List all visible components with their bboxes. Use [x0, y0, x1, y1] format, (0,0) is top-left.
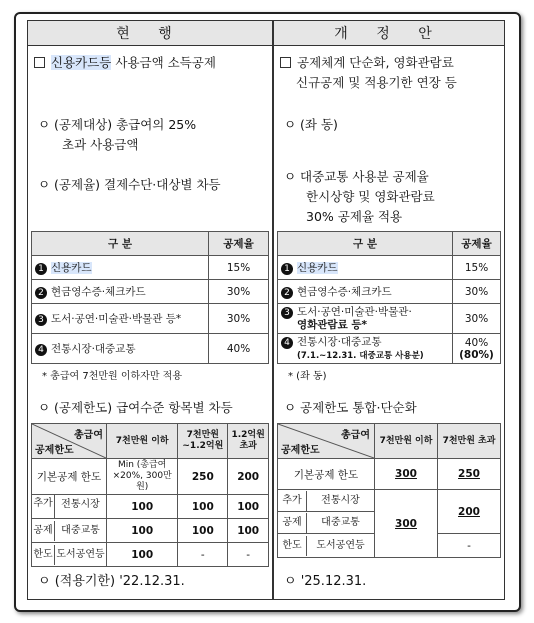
- row-rate: 15%: [453, 256, 501, 280]
- row-rate: 30%: [453, 304, 501, 334]
- revised-limit-heading: ㅇ 공제한도 통합·단순화: [284, 400, 417, 415]
- row-label: 신용카드: [297, 262, 338, 274]
- rate-line1: ㅇ 대중교통 사용분 공제율: [284, 169, 429, 184]
- extra-label: 추가: [32, 495, 55, 518]
- table-row: [32, 256, 269, 280]
- revised-rate: [284, 167, 435, 227]
- row-rate: 30%: [453, 280, 501, 304]
- table-row: [32, 495, 269, 519]
- current-note: * 총급여 7천만원 이하자만 적용: [42, 371, 182, 382]
- col-header: 7천만원 이하: [107, 424, 178, 459]
- current-column: [27, 20, 273, 600]
- current-header: 현 행: [28, 21, 272, 46]
- table-row: [32, 519, 269, 543]
- cell-value: 250: [178, 459, 228, 495]
- number-badge-icon: 3: [281, 307, 293, 319]
- table-row: [32, 304, 269, 334]
- extra-label: 한도: [32, 545, 55, 565]
- row-label: 대중교통: [321, 516, 360, 528]
- row-label: 전통시장: [61, 499, 100, 510]
- comparison-table: [27, 20, 503, 602]
- cell-value: -: [228, 543, 269, 567]
- col-header-rate: 공제율: [453, 232, 501, 256]
- row-label: 전통시장·대중교통: [51, 343, 136, 355]
- row-label: 도서·공연·미술관·박물관 등*: [51, 313, 182, 325]
- row-rate: 40%: [209, 334, 269, 364]
- corner-bottom: 공제한도: [35, 445, 74, 456]
- col-header: 1.2억원 초과: [228, 424, 269, 459]
- row-label-2: (7.1.~12.31. 대중교통 사용분): [297, 350, 424, 361]
- cell-value: 100: [178, 495, 228, 519]
- table-row: [278, 256, 501, 280]
- revised-note: * (좌 동): [288, 371, 327, 382]
- cell-value: 100: [107, 543, 178, 567]
- target-line1: ㅇ (공제대상) 총급여의 25%: [38, 117, 197, 132]
- checkbox-icon: [34, 57, 45, 68]
- table-row: [32, 459, 269, 495]
- current-target: [38, 115, 196, 155]
- number-badge-icon: 4: [281, 337, 293, 349]
- extra-label: 한도: [278, 536, 307, 556]
- cell-value: 300: [375, 490, 438, 558]
- extra-label: 공제: [32, 521, 55, 541]
- table-row: [278, 490, 501, 512]
- current-limit-heading: ㅇ (공제한도) 급여수준 항목별 차등: [38, 400, 233, 415]
- col-header-category: 구 분: [32, 232, 209, 256]
- table-row: [278, 334, 501, 364]
- number-badge-icon: 3: [35, 314, 47, 326]
- col-header: 7천만원 초과: [438, 424, 501, 459]
- cell-value: 100: [228, 519, 269, 543]
- title-rest: 사용금액 소득공제: [111, 55, 216, 70]
- row-label: 현금영수증·체크카드: [51, 286, 146, 298]
- table-row: [32, 334, 269, 364]
- cell-value: Min (총급여 ×20%, 300만원): [107, 459, 178, 495]
- cell-value: 100: [228, 495, 269, 519]
- cell-value: -: [178, 543, 228, 567]
- revised-deadline: ㅇ '25.12.31.: [284, 574, 367, 589]
- revised-title: [280, 53, 457, 93]
- col-header-category: 구 분: [278, 232, 453, 256]
- row-label: 신용카드: [51, 262, 92, 274]
- cell-value: 100: [107, 495, 178, 519]
- number-badge-icon: 2: [35, 287, 47, 299]
- target-line2: 초과 사용금액: [62, 137, 139, 152]
- table-row: [32, 543, 269, 567]
- number-badge-icon: 1: [35, 263, 47, 275]
- checkbox-icon: [280, 57, 291, 68]
- current-rate: ㅇ (공제율) 결제수단·대상별 차등: [38, 177, 221, 192]
- number-badge-icon: 4: [35, 344, 47, 356]
- current-rate-table: [31, 231, 269, 364]
- row-rate: 40%: [464, 336, 489, 349]
- extra-label: 공제: [278, 513, 307, 533]
- cell-value: -: [438, 534, 501, 558]
- col-header-rate: 공제율: [209, 232, 269, 256]
- current-deadline: ㅇ (적용기한) '22.12.31.: [38, 574, 185, 589]
- title-highlight: 신용카드등: [51, 55, 112, 70]
- revised-header: 개 정 안: [274, 21, 504, 46]
- rate-line2: 한시상향 및 영화관람료: [306, 189, 435, 204]
- cell-value: 100: [178, 519, 228, 543]
- row-rate: 30%: [209, 280, 269, 304]
- cell-value: 200: [228, 459, 269, 495]
- row-rate: 15%: [209, 256, 269, 280]
- row-label: 전통시장·대중교통: [297, 335, 382, 348]
- table-row: [278, 280, 501, 304]
- current-title: [34, 53, 216, 73]
- corner-bottom: 공제한도: [281, 445, 320, 456]
- corner-top: 총급여: [341, 430, 370, 441]
- cell-value: 100: [107, 519, 178, 543]
- diagonal-header: [32, 424, 107, 459]
- number-badge-icon: 2: [281, 287, 293, 299]
- row-label: 전통시장: [321, 494, 360, 506]
- col-header: 7천만원 이하: [375, 424, 438, 459]
- col-header: 7천만원 ~1.2억원: [178, 424, 228, 459]
- number-badge-icon: 1: [281, 263, 293, 275]
- row-label: 대중교통: [61, 524, 100, 536]
- row-label: 도서·공연·미술관·박물관·: [297, 306, 412, 318]
- diagonal-header: [278, 424, 375, 459]
- revised-column: [273, 20, 505, 600]
- current-limit-table: [31, 423, 269, 567]
- revised-limit-table: [277, 423, 501, 558]
- cell-value: 300: [375, 459, 438, 490]
- cell-value: 200: [438, 490, 501, 534]
- revised-target: ㅇ (좌 동): [284, 117, 338, 132]
- revised-rate-table: [277, 231, 501, 364]
- table-row: [32, 280, 269, 304]
- row-rate: 30%: [209, 304, 269, 334]
- basic-limit-label: 기본공제 한도: [278, 459, 375, 490]
- row-label: 도서공연등: [56, 548, 105, 560]
- title-line2: 신규공제 및 적용기한 연장 등: [296, 75, 457, 90]
- table-row: [278, 304, 501, 334]
- basic-limit-label: 기본공제 한도: [32, 459, 107, 495]
- row-label-2: 영화관람료 등*: [297, 319, 368, 331]
- extra-label: 추가: [278, 491, 307, 511]
- table-row: [278, 459, 501, 490]
- rate-line3: 30% 공제율 적용: [306, 209, 403, 224]
- row-label: 도서공연등: [316, 539, 365, 551]
- title-line1: 공제체계 단순화, 영화관람료: [297, 55, 454, 70]
- row-rate-2: (80%): [459, 348, 494, 361]
- corner-top: 총급여: [74, 430, 103, 441]
- row-label: 현금영수증·체크카드: [297, 286, 392, 298]
- cell-value: 250: [438, 459, 501, 490]
